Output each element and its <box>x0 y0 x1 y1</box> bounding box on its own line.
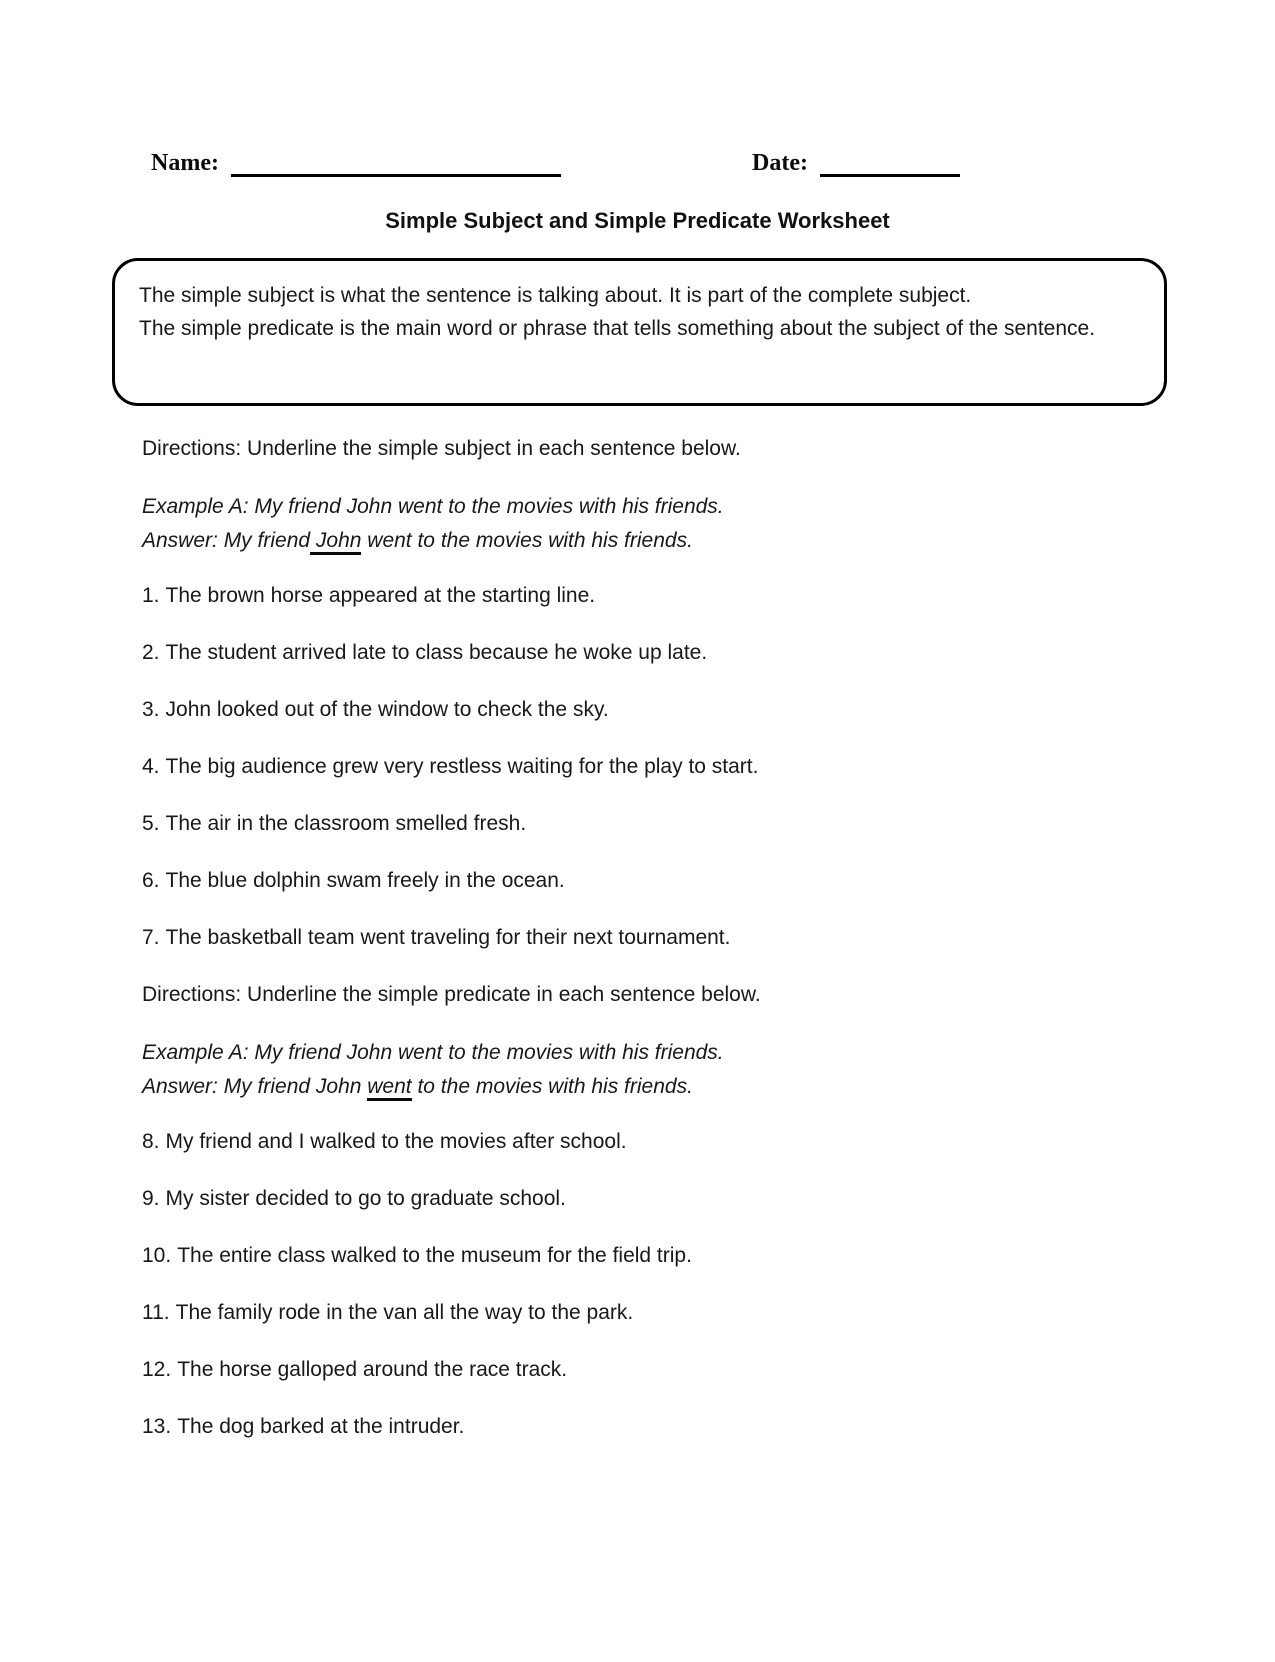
sentence-item-12 <box>142 1358 1127 1382</box>
name-blank-line <box>231 173 561 177</box>
sentence-text: The blue dolphin swam freely in the ocean. <box>165 869 565 892</box>
sentence-item-5 <box>142 812 1127 836</box>
sentence-item-11 <box>142 1301 1127 1325</box>
answer-prefix: Answer: My friend <box>142 529 311 552</box>
sentence-text: The student arrived late to class because he woke up late. <box>165 641 708 664</box>
answer-prefix: Answer: My friend John <box>142 1075 368 1098</box>
sentence-item-4 <box>142 755 1127 779</box>
worksheet-title: Simple Subject and Simple Predicate Worksheet <box>385 208 890 233</box>
sentence-number: 12. <box>142 1358 172 1381</box>
name-field-row <box>151 150 561 177</box>
date-blank-line <box>820 173 960 177</box>
example-block-simple-predicate <box>142 1036 1127 1104</box>
sentence-number: 3. <box>142 698 160 721</box>
sentence-text: The horse galloped around the race track. <box>177 1358 568 1381</box>
sentence-text: The brown horse appeared at the starting line. <box>165 584 596 607</box>
sentence-text: John looked out of the window to check the sky. <box>165 698 609 721</box>
section-simple-subject <box>142 437 1127 950</box>
directions-simple-predicate: Directions: Underline the simple predicate in each sentence below. <box>142 983 761 1006</box>
sentence-text: The entire class walked to the museum for the field trip. <box>177 1244 692 1267</box>
sentence-number: 13. <box>142 1415 172 1438</box>
sentence-number: 4. <box>142 755 160 778</box>
answer-underlined-word: John <box>310 529 361 555</box>
sentence-item-2 <box>142 641 1127 665</box>
sentence-text: The big audience grew very restless waiting for the play to start. <box>165 755 759 778</box>
sentence-item-8 <box>142 1130 1127 1154</box>
sentence-number: 10. <box>142 1244 172 1267</box>
sentence-number: 7. <box>142 926 160 949</box>
sentence-item-10 <box>142 1244 1127 1268</box>
sentence-item-1 <box>142 584 1127 608</box>
sentence-number: 8. <box>142 1130 160 1153</box>
sentence-number: 11. <box>142 1301 170 1324</box>
sentence-text: The basketball team went traveling for their next tournament. <box>165 926 731 949</box>
sentence-number: 6. <box>142 869 160 892</box>
sentence-number: 5. <box>142 812 160 835</box>
example-prompt: Example A: My friend John went to the movies with his friends. <box>142 495 724 518</box>
sentence-item-9 <box>142 1187 1127 1211</box>
name-label: Name: <box>151 150 219 176</box>
sentence-text: My sister decided to go to graduate school. <box>165 1187 566 1210</box>
definition-box <box>112 258 1167 406</box>
sentence-number: 2. <box>142 641 160 664</box>
sentence-number: 9. <box>142 1187 160 1210</box>
sentence-text: The family rode in the van all the way to the park. <box>175 1301 634 1324</box>
definition-line-2: The simple predicate is the main word or phrase that tells something about the subject of the sentence. <box>139 317 1096 340</box>
example-answer <box>142 1070 1127 1104</box>
example-block-simple-subject <box>142 490 1127 558</box>
sentence-text: The air in the classroom smelled fresh. <box>165 812 527 835</box>
section-simple-predicate <box>142 983 1127 1439</box>
example-prompt: Example A: My friend John went to the movies with his friends. <box>142 1041 724 1064</box>
sentence-number: 1. <box>142 584 160 607</box>
worksheet-body <box>142 437 1127 1439</box>
sentence-text: The dog barked at the intruder. <box>177 1415 465 1438</box>
example-answer <box>142 524 1127 558</box>
answer-suffix: went to the movies with his friends. <box>361 529 693 552</box>
definition-line-1: The simple subject is what the sentence is talking about. It is part of the complete subject. <box>139 284 972 307</box>
sentence-item-6 <box>142 869 1127 893</box>
directions-simple-subject: Directions: Underline the simple subject in each sentence below. <box>142 437 741 460</box>
sentence-item-13 <box>142 1415 1127 1439</box>
sentence-item-3 <box>142 698 1127 722</box>
sentence-text: My friend and I walked to the movies after school. <box>165 1130 627 1153</box>
answer-underlined-word: went <box>367 1075 411 1101</box>
sentence-item-7 <box>142 926 1127 950</box>
date-field-row <box>752 150 960 177</box>
answer-suffix: to the movies with his friends. <box>411 1075 693 1098</box>
date-label: Date: <box>752 150 808 176</box>
